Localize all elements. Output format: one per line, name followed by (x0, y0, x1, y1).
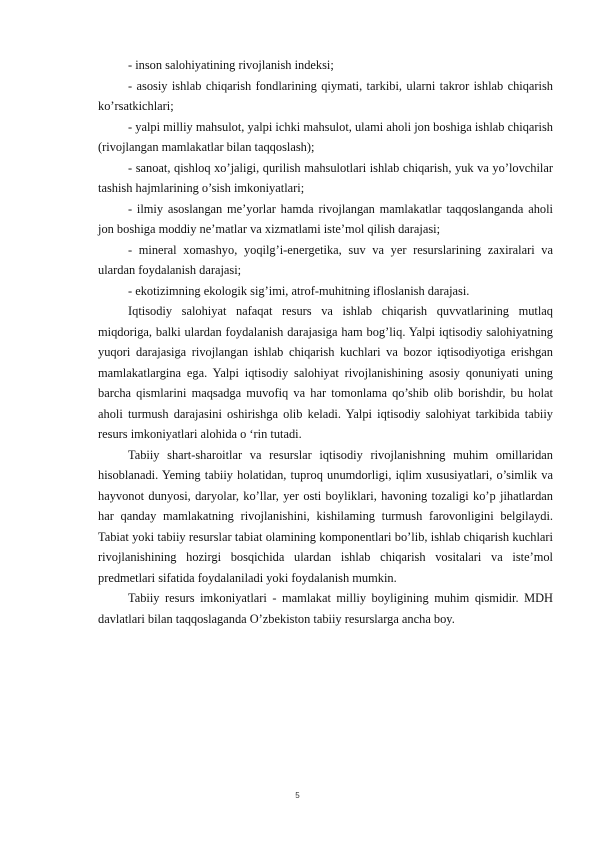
paragraph-natural-resources-uzbekistan: Tabiiy resurs imkoniyatlari - mamlakat milliy boyligining muhim qismidir. MDH davlatlari bilan taqqoslaganda O’zbekiston tabiiy resurslarga ancha boy. (98, 591, 553, 626)
page-number: 5 (295, 791, 300, 800)
paragraph-natural-conditions: Tabiiy shart-sharoitlar va resurslar iqtisodiy rivojlanishning muhim omillaridan hisoblanadi. Yeming tabiiy holatidan, tuproq unumdorligi, iqlim xususiyatlari, o’simlik va hayvonot dunyosi, daryolar, ko’llar, yer osti boyliklari, havoning tozaligi ko’p jihatlardan har qanday mamlakatning rivojlanishini, kishilaming turmush farovonligini belgilaydi. Tabiat yoki tabiiy resurslar tabiat olamining komponentlari bo’lib, ishlab chiqarish kuchlari rivojlanishining hozirgi bosqichida ulardan ishlab chiqarish vositalari va iste’mol predmetlari sifatida foydalaniladi yoki foydalanish mumkin. (98, 447, 553, 585)
document-body (98, 55, 553, 629)
paragraph-bullet-hdi: - inson salohiyatining rivojlanish indeksi; (128, 58, 334, 72)
paragraph-bullet-production-growth: - sanoat, qishloq xo’jaligi, qurilish mahsulotlari ishlab chiqarish, yuk va yo’lovchilar tashish hajmlarining o’sish imkoniyatlari; (98, 160, 553, 195)
paragraph-bullet-fixed-assets: - asosiy ishlab chiqarish fondlarining qiymati, tarkibi, ularni takror ishlab chiqarish ko’rsatkichlari; (98, 78, 553, 113)
paragraph-bullet-ecology: - ekotizimning ekologik sig’imi, atrof-muhitning ifloslanish darajasi. (128, 283, 470, 298)
paragraph-bullet-resources: - mineral xomashyo, yoqilg’i-energetika, suv va yer resurslarining zaxiralari va ulardan foydalanish darajasi; (98, 242, 553, 277)
paragraph-economic-potential: Iqtisodiy salohiyat nafaqat resurs va ishlab chiqarish quvvatlarining mutlaq miqdoriga, balki ulardan foydalanish darajasiga ham bog’liq. Yalpi iqtisodiy salohiyatning yuqori darajasiga rivojlangan ishlab chiqarish kuchlari va bozor iqtisodiyotiga erishgan mamlakatlargina ega. Yalpi iqtisodiy salohiyat rivojlanishining asosiy qonuniyati uning barcha qismlarini maqsadga muvofiq va har tomonlama qo’shib olib borishdir, bu holat aholi turmush darajasini oshirishga olib keladi. Yalpi iqtisodiy salohiyat tarkibida tabiiy resurs imkoniyatlari alohida o ‘rin tutadi. (98, 304, 553, 441)
paragraph-bullet-gdp: - yalpi milliy mahsulot, yalpi ichki mahsulot, ulami aholi jon boshiga ishlab chiqarish (rivojlangan mamlakatlar bilan taqqoslash); (98, 119, 553, 154)
paragraph-bullet-consumption: - ilmiy asoslangan me’yorlar hamda rivojlangan mamlakatlar taqqoslanganda aholi jon boshiga moddiy ne’matlar va xizmatlami iste’mol qilish darajasi; (98, 201, 553, 236)
